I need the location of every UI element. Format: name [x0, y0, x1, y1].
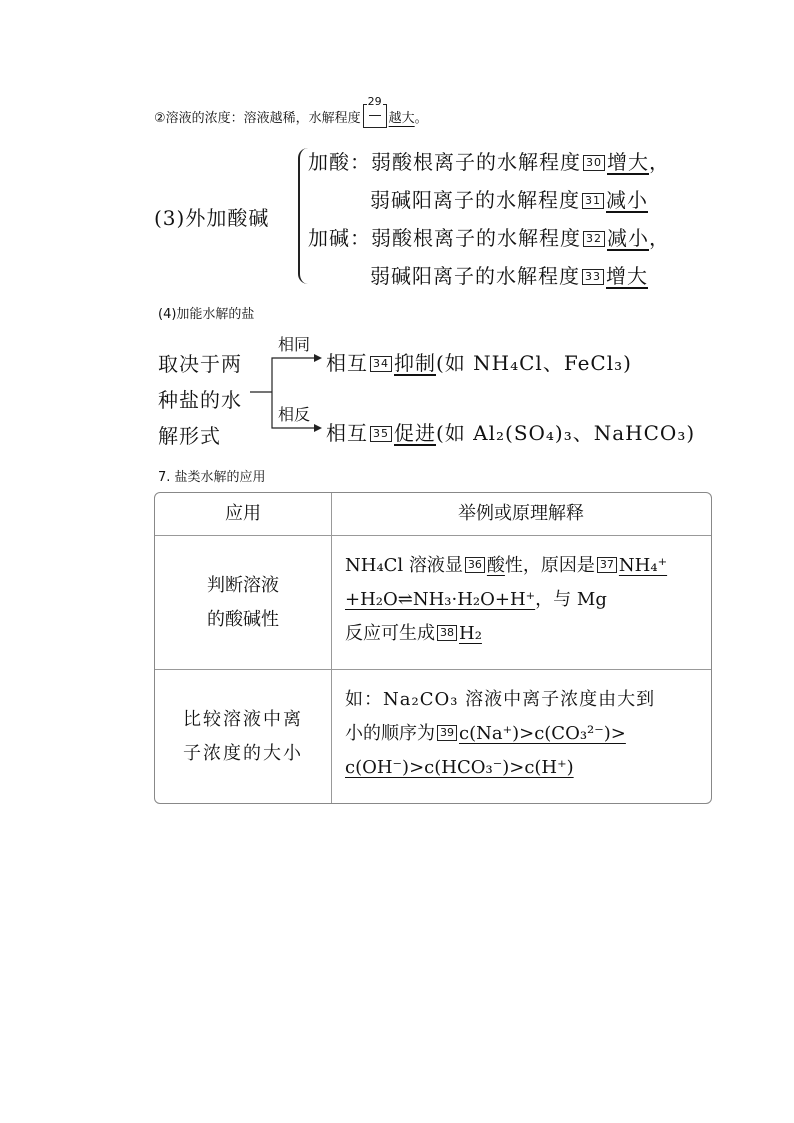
row3-lead: 加碱：弱酸根离子的水解程度 [308, 226, 581, 250]
part4-heading: (4)加能水解的盐 [158, 307, 255, 322]
blank-32-number: 32 [583, 231, 605, 247]
left-line-1: 取决于两 [158, 352, 242, 376]
blank-36-number: 36 [465, 557, 485, 573]
row2-app-line2: 子浓度的大小 [183, 743, 303, 764]
row1-explanation [345, 549, 701, 651]
answer-31: 减小 [606, 188, 648, 212]
row2-text-b: 小的顺序为 [345, 723, 435, 744]
blank-39-number: 39 [437, 725, 457, 741]
answer-37-part2: +H₂O⇌NH₃·H₂O+H⁺ [345, 589, 536, 610]
row1-text-c: ，与 Mg [535, 589, 607, 610]
left-line-2: 种盐的水 [158, 388, 242, 412]
part3-row-3 [308, 222, 670, 251]
blank-31-number: 31 [582, 193, 604, 209]
row1-lead-text: 相互 [326, 351, 368, 375]
blank-29-number: 29 [367, 95, 382, 108]
part3-row-2 [370, 184, 648, 213]
part3-row-1 [308, 146, 670, 175]
answer-36: 酸 [486, 555, 505, 576]
blank-34-number: 34 [370, 356, 392, 372]
part3-label: (3)外加酸碱 [154, 206, 270, 230]
answer-34: 抑制 [394, 351, 436, 375]
row2-lead-text: 相互 [326, 421, 368, 445]
row1-example: (如 NH₄Cl、FeCl₃) [436, 351, 632, 375]
concentration-text: ②溶液的浓度：溶液越稀，水解程度 [154, 111, 361, 126]
answer-37-part1: NH₄⁺ [618, 555, 668, 576]
row2-lead: 弱碱阳离子的水解程度 [370, 188, 580, 212]
row1-text-a: NH₄Cl 溶液显 [345, 555, 463, 576]
part4-row-2 [326, 417, 695, 446]
blank-35-number: 35 [370, 426, 392, 442]
row1-app-line2: 的酸碱性 [207, 609, 279, 630]
answer-32: 减小 [607, 226, 649, 250]
part4-row-1 [326, 347, 632, 376]
row1-application [155, 569, 331, 637]
answer-35: 促进 [394, 421, 436, 445]
row2-explanation [345, 683, 701, 785]
row1-text-d: 反应可生成 [345, 623, 435, 644]
blank-29-box [363, 95, 387, 128]
row3-tail: ， [649, 226, 670, 250]
row2-text-a: 如：Na₂CO₃ 溶液中离子浓度由大到 [345, 689, 656, 710]
left-line-3: 解形式 [158, 424, 221, 448]
row2-example: (如 Al₂(SO₄)₃、NaHCO₃) [436, 421, 696, 445]
blank-30-number: 30 [583, 155, 605, 171]
applications-table [154, 492, 712, 804]
section7-title: 7. 盐类水解的应用 [158, 470, 266, 485]
row1-tail: ， [649, 150, 670, 174]
part3-row-4 [370, 260, 648, 289]
part4-left-text [158, 346, 242, 454]
row1-app-line1: 判断溶液 [207, 575, 279, 596]
branch-opposite-label: 相反 [278, 405, 311, 424]
col-header-application: 应用 [225, 503, 261, 524]
row1-text-b: 性，原因是 [504, 555, 595, 576]
row1-lead: 加酸：弱酸根离子的水解程度 [308, 150, 581, 174]
row2-app-line1: 比较溶液中离 [183, 709, 303, 730]
branch-same-label: 相同 [278, 335, 311, 354]
answer-33: 增大 [606, 264, 648, 288]
answer-29: 越大 [388, 111, 415, 126]
blank-37-number: 37 [597, 557, 617, 573]
answer-38: H₂ [459, 623, 482, 644]
row2-application [155, 703, 331, 771]
answer-39-part1: c(Na⁺)>c(CO₃²⁻)> [459, 723, 626, 744]
col-header-explanation: 举例或原理解释 [458, 503, 584, 524]
row4-lead: 弱碱阳离子的水解程度 [370, 264, 580, 288]
answer-30: 增大 [607, 150, 649, 174]
blank-33-number: 33 [582, 269, 604, 285]
concentration-suffix: 。 [414, 111, 428, 126]
concentration-line [154, 95, 428, 128]
blank-38-number: 38 [437, 625, 457, 641]
answer-39-part2: c(OH⁻)>c(HCO₃⁻)>c(H⁺) [345, 757, 574, 778]
